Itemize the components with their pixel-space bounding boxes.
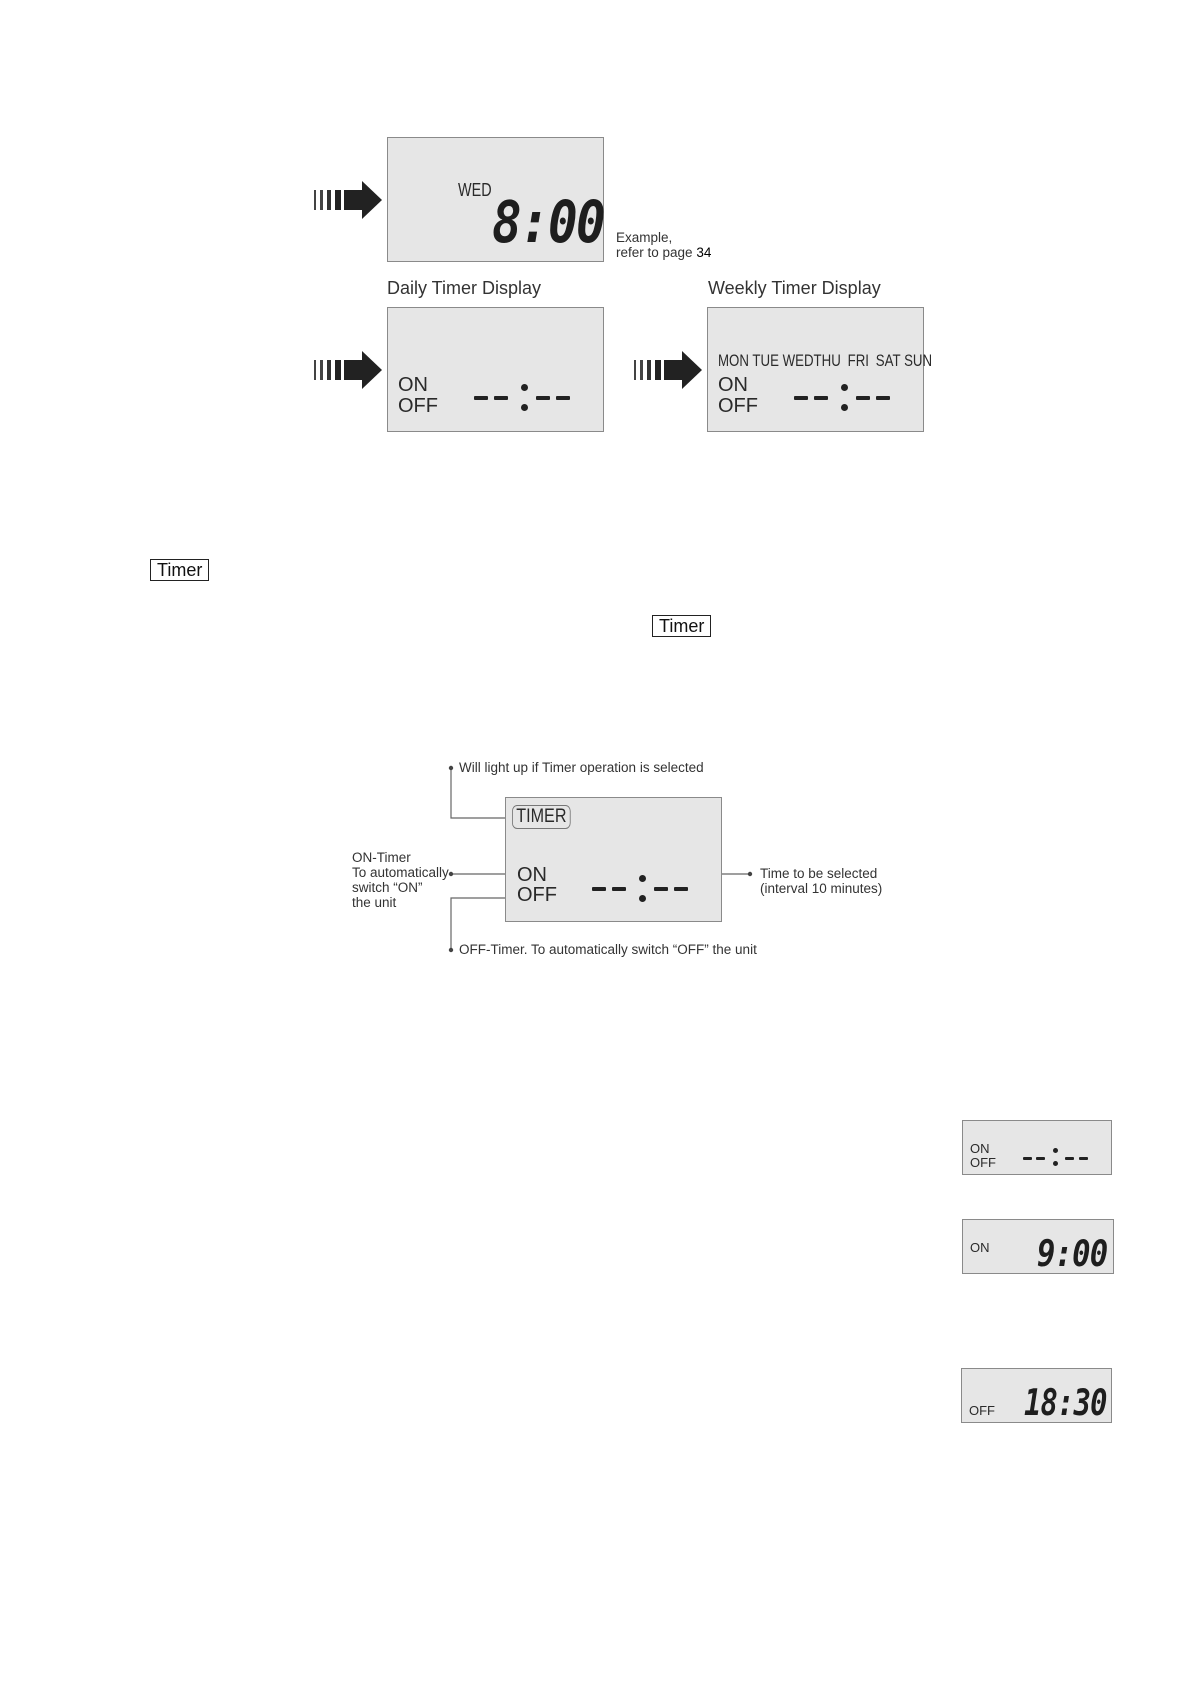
time-select-note	[760, 866, 882, 896]
mini-on-time-label: ON	[970, 1240, 990, 1255]
on-timer-line: switch “ON”	[352, 880, 423, 895]
on-timer-line: ON-Timer	[352, 850, 411, 865]
clock-time: 8:00	[492, 188, 604, 256]
on-timer-line: the unit	[352, 895, 397, 910]
day-sun: SUN	[904, 351, 933, 370]
day-sat: SAT	[875, 351, 901, 370]
time-select-line: (interval 10 minutes)	[760, 881, 883, 896]
timer-diagram-lcd	[505, 797, 722, 922]
daily-off-label: OFF	[398, 395, 438, 417]
timer-light-note: Will light up if Timer operation is selected	[459, 760, 704, 775]
page-reference-link[interactable]: 34	[696, 245, 712, 260]
diagram-on-label: ON	[517, 864, 547, 886]
mini-off-label: OFF	[970, 1155, 996, 1170]
example-note-prefix: refer to page	[616, 245, 697, 260]
on-timer-line: To automatically	[352, 865, 449, 880]
mini-off-time-label: OFF	[969, 1403, 995, 1418]
day-wed: WED	[782, 351, 814, 370]
daily-on-label: ON	[398, 374, 428, 396]
on-timer-note	[352, 850, 449, 910]
time-select-line: Time to be selected	[760, 866, 878, 881]
example-note-line1: Example,	[616, 230, 673, 245]
weekly-off-label: OFF	[718, 395, 758, 417]
weekly-on-label: ON	[718, 374, 748, 396]
day-thu: THU	[813, 351, 841, 370]
mini-on-label: ON	[970, 1141, 990, 1156]
mini-lcd-blank	[962, 1120, 1112, 1175]
day-label: WED	[458, 180, 492, 200]
timer-key-label-inline: Timer	[652, 615, 711, 637]
daily-title: Daily Timer Display	[387, 278, 542, 298]
diagram-off-label: OFF	[517, 884, 557, 906]
day-fri: FRI	[847, 351, 869, 370]
weekly-title: Weekly Timer Display	[708, 278, 881, 298]
mini-on-time: 9:00	[1037, 1234, 1108, 1275]
day-mon: MON	[718, 351, 749, 370]
mini-off-time: 18:30	[1024, 1383, 1107, 1424]
timer-key-label: Timer	[150, 559, 209, 581]
timer-badge: TIMER	[512, 805, 571, 829]
mini-lcd-off-time	[961, 1368, 1112, 1423]
day-tue: TUE	[752, 351, 779, 370]
mini-lcd-on-time	[962, 1219, 1114, 1274]
off-timer-note: OFF-Timer. To automatically switch “OFF” the unit	[459, 942, 757, 957]
